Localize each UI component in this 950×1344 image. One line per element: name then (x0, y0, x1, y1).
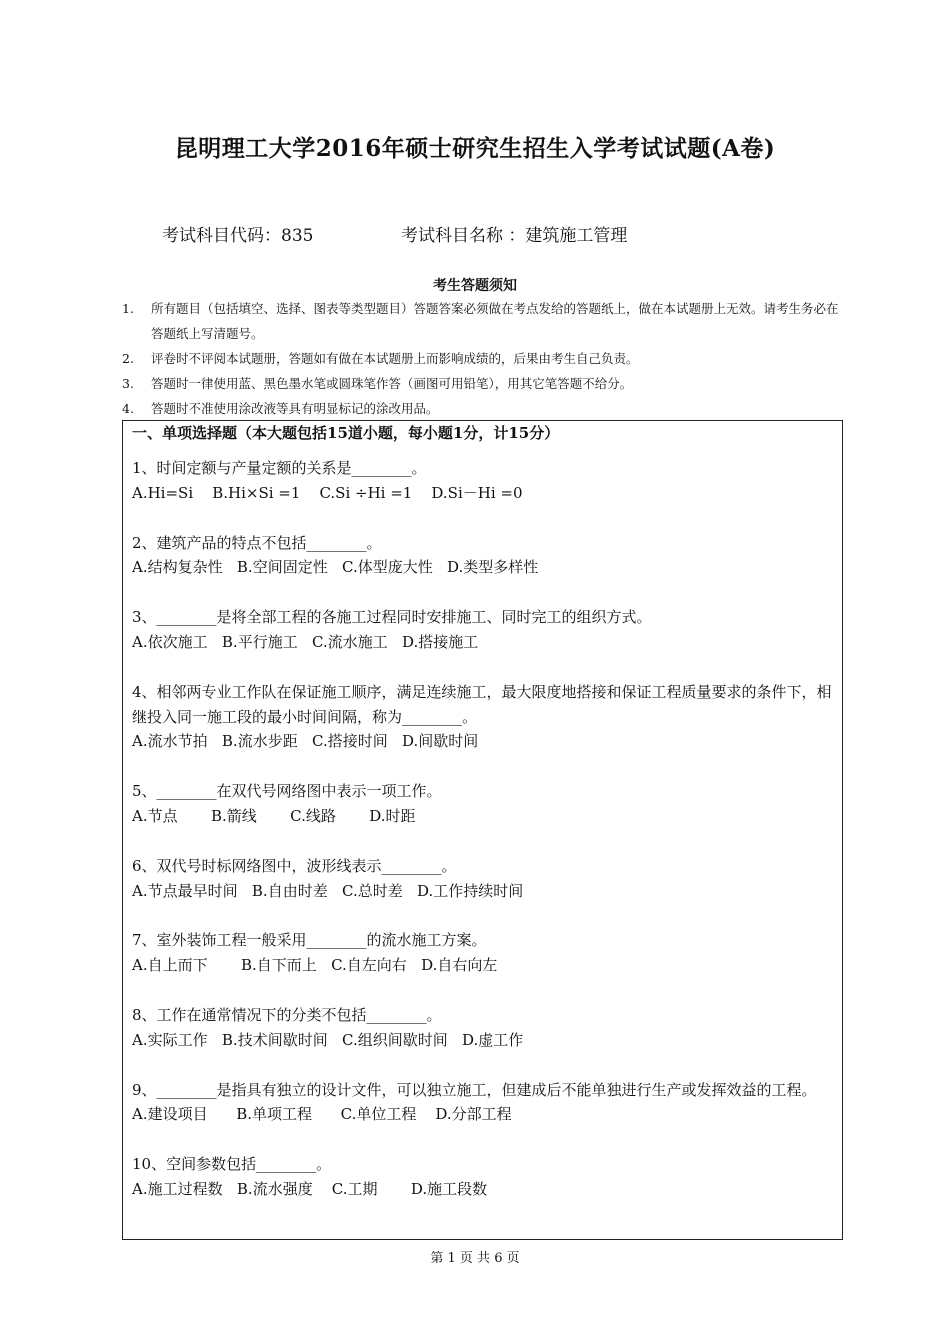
question-options (132, 555, 836, 580)
option-a: A.依次施工 (132, 632, 222, 651)
question-9 (132, 1078, 836, 1128)
option-a: A.建设项目 (132, 1105, 237, 1124)
option-c: C.总时差 (342, 881, 418, 900)
option-a: A.Hi=Si (132, 483, 213, 502)
question-6 (132, 854, 836, 904)
option-a: A.结构复杂性 (132, 558, 237, 577)
question-stem: 5、________在双代号网络图中表示一项工作。 (132, 782, 442, 801)
option-a: A.节点 (132, 806, 211, 825)
question-stem: 6、双代号时标网络图中，波形线表示________。 (132, 856, 457, 875)
option-c: C.线路 (290, 806, 370, 825)
question-3 (132, 605, 836, 655)
rule-number: 1. (122, 301, 134, 316)
option-a: A.实际工作 (132, 1030, 222, 1049)
option-c: C.自左向右 (331, 956, 422, 975)
option-a: A.自上而下 (132, 956, 241, 975)
question-1 (132, 456, 836, 506)
option-c: C.体型庞大性 (342, 558, 448, 577)
option-d: D.搭接施工 (402, 632, 479, 651)
question-stem: 2、建筑产品的特点不包括________。 (132, 533, 382, 552)
notice-rule (122, 396, 846, 421)
option-a: A.施工过程数 (132, 1179, 237, 1198)
option-b: B.箭线 (210, 806, 291, 825)
option-c: C.工期 (331, 1179, 411, 1198)
notice-rule (122, 371, 846, 396)
option-a: A.流水节拍 (132, 732, 222, 751)
option-b: B.自下而上 (240, 956, 332, 975)
option-b: B.流水步距 (221, 732, 313, 751)
option-d: D.Si－Hi =0 (431, 483, 523, 502)
option-b: B.流水强度 (236, 1179, 332, 1198)
option-d: D.时距 (369, 806, 416, 825)
question-stem: 10、空间参数包括________。 (132, 1155, 332, 1174)
option-c: C.组织间歇时间 (342, 1030, 463, 1049)
notice-title: 考生答题须知 (433, 278, 517, 294)
rule-text: 答题时不准使用涂改液等具有明显标记的涂改用品。 (151, 401, 439, 416)
question-options (132, 953, 836, 978)
question-options (132, 1177, 836, 1202)
question-8 (132, 1003, 836, 1053)
option-d: D.类型多样性 (447, 558, 539, 577)
option-a: A.节点最早时间 (132, 881, 252, 900)
option-c: C.Si ÷Hi =1 (319, 483, 432, 502)
question-options (132, 630, 836, 655)
option-d: D.虚工作 (462, 1030, 524, 1049)
question-stem: 4、相邻两专业工作队在保证施工顺序，满足连续施工，最大限度地搭接和保证工程质量要求的条件下，相继投入同一施工段的最小时间间隔，称为________。 (132, 682, 832, 726)
question-box (122, 420, 843, 1240)
question-stem: 9、________是指具有独立的设计文件，可以独立施工，但建成后不能单独进行生产或发挥效益的工程。 (132, 1080, 817, 1099)
question-stem: 7、室外装饰工程一般采用________的流水施工方案。 (132, 931, 487, 950)
rule-text: 答题时一律使用蓝、黑色墨水笔或圆珠笔作答（画图可用铅笔），用其它笔答题不给分。 (151, 376, 633, 391)
notice-rule (122, 346, 846, 371)
question-list (132, 456, 836, 1227)
option-b: B.技术间歇时间 (221, 1030, 343, 1049)
question-options (132, 804, 836, 829)
rule-number: 4. (122, 401, 134, 416)
page-number: 第 1 页 共 6 页 (430, 1251, 520, 1266)
notice-rules (122, 296, 846, 421)
question-options (132, 1028, 836, 1053)
rule-number: 2. (122, 351, 134, 366)
exam-title: 昆明理工大学2016年硕士研究生招生入学考试试题(A卷) (174, 135, 776, 162)
option-d: D.施工段数 (410, 1179, 488, 1198)
question-7 (132, 928, 836, 978)
question-5 (132, 779, 836, 829)
question-options (132, 729, 836, 754)
rule-text: 评卷时不评阅本试题册，答题如有做在本试题册上而影响成绩的，后果由考生自己负责。 (151, 351, 639, 366)
option-c: C.单位工程 (340, 1105, 436, 1124)
option-d: D.间歇时间 (402, 732, 479, 751)
question-options (132, 879, 836, 904)
rule-number: 3. (122, 376, 134, 391)
rule-text: 所有题目（包括填空、选择、图表等类型题目）答题答案必须做在考点发给的答题纸上，做在本试题册上无效。请考生务必在答题纸上写清题号。 (151, 301, 839, 341)
option-b: B.单项工程 (236, 1105, 341, 1124)
question-stem: 3、________是将全部工程的各施工过程同时安排施工、同时完工的组织方式。 (132, 608, 652, 627)
notice-rule (122, 296, 846, 346)
option-b: B.空间固定性 (236, 558, 343, 577)
option-b: B.平行施工 (221, 632, 313, 651)
option-b: B.自由时差 (251, 881, 343, 900)
option-c: C.流水施工 (312, 632, 403, 651)
option-c: C.搭接时间 (312, 732, 403, 751)
option-d: D.分部工程 (435, 1105, 512, 1124)
subject-code: 考试科目代码：835 (162, 226, 314, 246)
question-options (132, 481, 836, 506)
option-d: D.自右向左 (421, 956, 498, 975)
question-options (132, 1102, 836, 1127)
section-heading: 一、单项选择题（本大题包括15道小题，每小题1分，计15分） (132, 424, 560, 442)
subject-name: 考试科目名称 ：建筑施工管理 (401, 226, 628, 246)
question-4 (132, 680, 836, 754)
question-10 (132, 1152, 836, 1202)
option-d: D.工作持续时间 (417, 881, 524, 900)
question-stem: 8、工作在通常情况下的分类不包括________。 (132, 1005, 442, 1024)
question-stem: 1、时间定额与产量定额的关系是________。 (132, 459, 427, 477)
question-2 (132, 531, 836, 581)
option-b: B.Hi×Si =1 (212, 483, 320, 502)
